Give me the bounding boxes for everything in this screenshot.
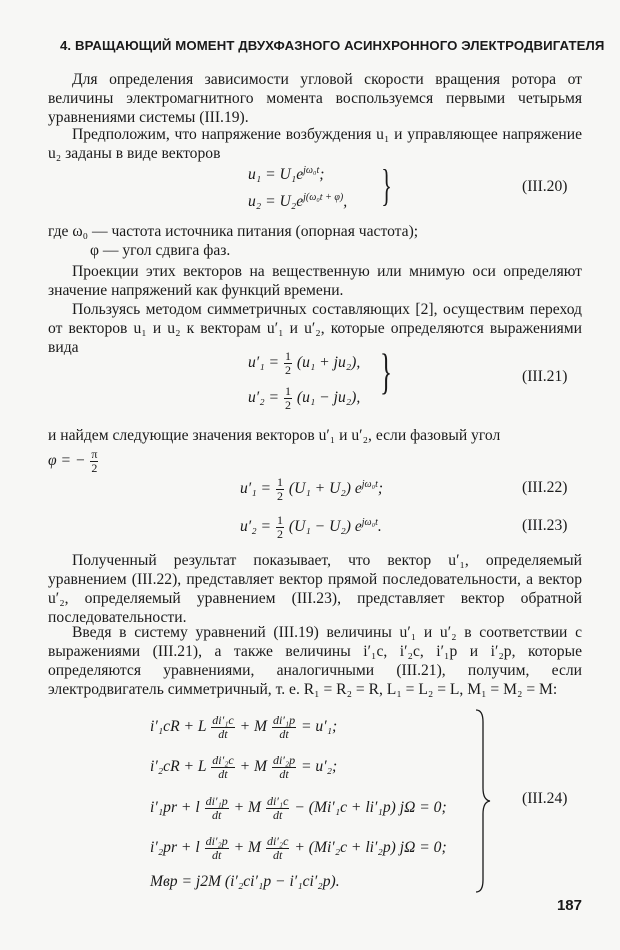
brace-III-24 — [474, 708, 492, 894]
paragraph-7: Введя в систему уравнений (III.19) величины u′₁ и u′₂ в соответствии с выражениями (III.21), а также величины i′₁c, i′₂c, i′₁p и i′₂p, которые определяются уравнениями, аналогичными (III.21), получим, если электродвигатель симметричный, т. е. R₁ = R₂ = R, L₁ = L₂ = L, M₁ = M₂ = M: — [48, 624, 582, 698]
paragraph-6: Полученный результат показывает, что вектор u′₁, определяемый уравнением (III.22), представляет вектор прямой последовательности, а вектор u′₂, определяемый уравнением (III.23), представляет вектор обратной последовательности. — [48, 552, 582, 626]
section-title: 4. ВРАЩАЮЩИЙ МОМЕНТ ДВУХФАЗНОГО АСИНХРОННОГО ЭЛЕКТРОДВИГАТЕЛЯ — [60, 38, 605, 53]
equation-III-21-line-2: u′₂ = $\frac{1}{2}$ (u₁ − ju₂), — [248, 384, 361, 412]
equation-III-24-line-4: i′₂pr + l $\frac{\text{di′₂p}}{dt}$ + M $\frac{\text{di′₂c}}{dt}$ + (Mi′₂c + li′₂p) jΩ = 0; — [150, 834, 447, 862]
equation-III-24-line-2: i′₂cR + L $\frac{\text{di′₂c}}{dt}$ + M $\frac{\text{di′₂p}}{dt}$ = u′₂; — [150, 753, 338, 781]
paragraph-3: Проекции этих векторов на вещественную или мнимую оси определяют значение напряжений как функций времени. — [48, 263, 582, 299]
equation-III-22: u′₁ = $\frac{1}{2}$ (U₁ + U₂) $e^{j\omega_0t}$; — [240, 475, 384, 503]
equation-number-III-23: (III.23) — [522, 517, 568, 534]
equation-III-24-line-1: i′₁cR + L $\frac{\text{di′₁c}}{dt}$ + M $\frac{\text{di′₁p}}{dt}$ = u′₁; — [150, 713, 338, 741]
equation-III-21-line-1: u′₁ = $\frac{1}{2}$ (u₁ + ju₂), — [248, 349, 361, 377]
equation-number-III-22: (III.22) — [522, 479, 568, 496]
brace-III-21: } — [380, 343, 392, 399]
equation-number-III-21: (III.21) — [522, 368, 568, 385]
equation-III-24-line-5: Mвр = j2M (i′₂ci′₁p − i′₁ci′₂p). — [150, 873, 340, 890]
paragraph-2: Предположим, что напряжение возбуждения u₁ и управляющее напряжение u₂ заданы в виде векторов — [48, 126, 582, 162]
page-number: 187 — [556, 897, 582, 914]
equation-III-23: u′₂ = $\frac{1}{2}$ (U₁ − U₂) $e^{j\omega_0t}$. — [240, 513, 382, 541]
equation-III-20-line-1: $u_1 = U_1e^{j\omega_0t}$; — [248, 164, 325, 183]
equation-III-24-line-3: i′₁pr + l $\frac{\text{di′₁p}}{dt}$ + M $\frac{\text{di′₁c}}{dt}$ − (Mi′₁c + li′₁p) jΩ = 0; — [150, 794, 447, 822]
equation-number-III-24: (III.24) — [522, 790, 568, 807]
paragraph-5: и найдем следующие значения векторов u′₁ и u′₂, если фазовый угол — [48, 427, 501, 444]
where-line-2: φ — угол сдвига фаз. — [90, 242, 231, 259]
brace-III-20: } — [381, 161, 392, 210]
equation-III-20-line-2: $u_2 = U_2e^{j(\omega_0t + \varphi)}$, — [248, 191, 348, 210]
paragraph-1: Для определения зависимости угловой скорости вращения ротора от величины электромагнитного момента воспользуемся первыми четырьмя уравнениями системы (III.19). — [48, 71, 582, 126]
paragraph-4: Пользуясь методом симметричных составляющих [2], осуществим переход от векторов u₁ и u₂ к векторам u′₁ и u′₂, которые определяются выражениями вида — [48, 301, 582, 356]
equation-number-III-20: (III.20) — [522, 178, 568, 195]
where-line-1: где ω₀ — частота источника питания (опорная частота); — [48, 223, 419, 240]
phi-expression: φ = − $\frac{\pi}{2}$ — [48, 447, 98, 475]
